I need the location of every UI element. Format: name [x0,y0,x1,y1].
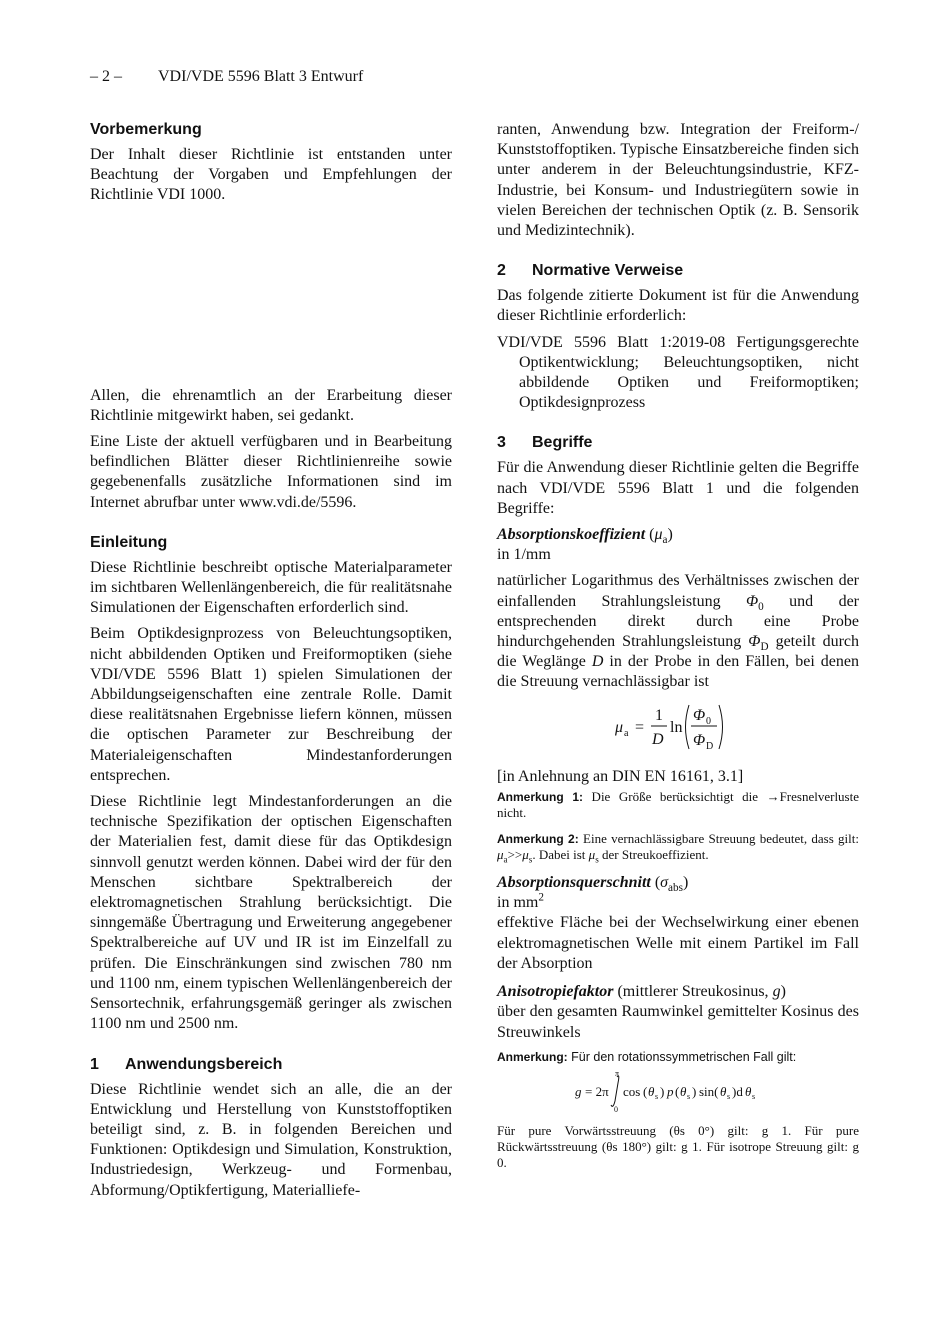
svg-text:sin(: sin( [699,1083,719,1099]
svg-text:θ: θ [720,1083,727,1099]
term-1-unit: in 1/mm [497,546,551,564]
svg-text:p: p [667,1083,674,1099]
formula-anisotropy-graphic [573,1069,783,1113]
svg-text:Φ: Φ [693,731,706,749]
term-3-note: Anmerkung: Für den rotationssymmetrischen Fall gilt: [497,1049,797,1064]
section-2-paragraph-1: Das folgende zitierte Dokument ist für die Anwendung dieser Richtlinie erforderlich: [497,287,859,325]
einleitung-paragraph-1: Diese Richtlinie beschreibt optische Materialparameter im sichtbaren Wellenlängenbereich, die für realitätsnahe Simulationen der Eigenschaften erforderlich sind. [90,558,452,617]
term-1-definition: natürlicher Logarithmus des Verhältnisses zwischen der einfallenden Strahlungsleistung $\Phi_0$ und der entsprechenden direkt durch eine Probe hindurchgehenden Strahlungsleistung $\Phi_D$ geteilt durch die Weglänge D in der Probe in den Fällen, bei denen die Streuung vernachlässigbar ist [497,572,860,691]
heading-section-3 [497,433,859,453]
svg-text:cos: cos [623,1083,641,1099]
vorbemerkung-paragraph-1: Der Inhalt dieser Richtlinie ist entstanden unter Beachtung der Vorgaben und Empfehlungen der Richtlinie VDI 1000. [90,146,452,204]
term-1-name: Absorptionskoeffizient [497,526,646,544]
page-header [90,68,363,86]
svg-text:=: = [635,718,645,736]
term-3-name: Anisotropiefaktor [497,983,614,1001]
svg-text:D: D [706,740,714,752]
formula-anisotropy [497,1069,859,1119]
section-2-title: Normative Verweise [532,262,684,280]
heading-vorbemerkung: Vorbemerkung [90,121,202,138]
svg-text:Φ: Φ [693,706,706,724]
svg-text:0: 0 [706,715,711,727]
page-number: – 2 – [90,68,122,85]
svg-text:): ) [692,1083,697,1099]
term-3-definition: über den gesamten Raumwinkel gemittelter Kosinus des Streuwinkels [497,1003,859,1041]
term-anisotropiefaktor: Anisotropiefaktor (mittlerer Streukosinus, g) über den gesamten Raumwinkel gemittelter Kosinus des Streuwinkels Anmerkung: Für den rotationssymmetrischen Fall gilt: g = 2π π 0 cos ( θ s ) p ( θ s ) sin( θ s )d θ s Für pure Vorwärtsstreuung (θs 0°) gilt: g 1. Für pure Rückwärtsstreuung (θs 180°) gilt: g 1. Für isotrope Streuung gilt: g 0. [497,983,859,1170]
normative-reference-1: VDI/VDE 5596 Blatt 1:2019-08 Fertigungsgerechte Optikentwicklung; Beleuchtungsoptiken, nicht abbildende Optiken und Freiformoptiken; Optikdesignprozess [497,333,859,412]
vorbemerkung-paragraph-2: Allen, die ehrenamtlich an der Erarbeitung dieser Richtlinie mitgewirkt haben, sei gedankt. [90,386,452,424]
svg-text:s: s [727,1091,731,1101]
svg-text:π: π [615,1068,620,1078]
section-3-title: Begriffe [532,434,593,452]
term-2-definition: effektive Fläche bei der Wechselwirkung einer ebenen elektromagnetischen Welle mit einem Partikel im Fall der Absorption [497,914,859,972]
svg-text:ln: ln [670,718,683,736]
svg-text:D: D [652,730,664,748]
vorbemerkung-paragraph-3: Eine Liste der aktuell verfügbaren und in Bearbeitung befindlichen Blätter dieser Richtlinienreihe sowie gegebenenfalls zusätzliche Informationen sind im Internet abrufbar unter www.vdi.de/5596. [90,433,452,511]
einleitung-paragraph-2: Beim Optikdesignprozess von Beleuchtungsoptiken, nicht abbildenden Optiken und Freiformoptiken (siehe VDI/VDE 5596 Blatt 1) spielen Simulationen der Abbildungseigenschaften eine zentrale Rolle. Damit diese realitätsnahen Ergebnisse liefern können, müssen die optischen Parameter zur Beschreibung der Materialeigenschaften Mindestanforderungen entsprechen. [90,625,452,784]
svg-text:θ: θ [745,1083,752,1099]
svg-text:(: ( [643,1083,648,1099]
document-title: VDI/VDE 5596 Blatt 3 Entwurf [158,68,364,85]
section-2-number: 2 [497,262,506,280]
term-2-unit: in $mm^2$ [497,891,544,912]
term-absorptionskoeffizient: Absorptionskoeffizient $(\mu_a)$ in 1/mm natürlicher Logarithmus des Verhältnisses zwischen der einfallenden Strahlungsleistung $\Phi_0$ und der entsprechenden direkt durch eine Probe hindurchgehenden Strahlungsleistung $\Phi_D$ geteilt durch die Weglänge D in der Probe in den Fällen, bei denen die Streuung vernachlässigbar ist μ a = 1 D ln Φ 0 Φ D [in Anlehnung an DIN EN 16161, 3.1] Anmerkung 1: Die Größe berücksichtigt die →Fresnelverluste nicht. Anmerkung 2: Eine vernachlässigbare Streuung bedeutet, dass gilt: $\mu_a>>\mu_s$. Dabei ist $\mu_s$ der Streukoeffizient. [497,526,860,865]
svg-text:= 2π: = 2π [585,1083,609,1099]
term-3-note-2: Für pure Vorwärtsstreuung (θs 0°) gilt: g 1. Für pure Rückwärtsstreuung (θs 180°) gilt: g 1. Für isotrope Streuung gilt: g 0. [497,1122,859,1170]
svg-text:)d: )d [732,1083,743,1099]
svg-text:θ: θ [648,1083,655,1099]
section-3-number: 3 [497,434,506,452]
section-1-paragraph-1: Diese Richtlinie wendet sich an alle, die an der Entwicklung und Herstellung von Kunststoffoptiken beteiligt sind, z. B. in folgenden Bereichen und Funktionen: Optikdesign und Simulation, Konstruktion, Industriedesign, Werkzeug- und Formenbau, Abformung/Optikfertigung, Materialliefe- [90,1080,452,1199]
right-column [497,120,859,1181]
left-column [90,120,452,1207]
svg-text:a: a [624,727,629,739]
einleitung-paragraph-3: Diese Richtlinie legt Mindestanforderungen an die technische Spezifikation der optischen Eigenschaften der Materialien fest, damit diese für das Optikdesign sinnvoll genutzt werden können. Dabei wird der für den Menschen sichtbare Spektralbereich der elektromagnetischen Strahlung berücksichtigt. Die sinngemäße Übertragung und Erweiterung angegebener Spektralbereiche auf UV und IR ist im Einzelfall zu prüfen. Die Einschränkungen sind zwischen 780 nm und 1100 nm, einem typischen Wellenlängenbereich der Sensortechnik, erfahrungsgemäß geringer als zwischen 1100 nm und 2500 nm. [90,793,452,1033]
heading-section-2 [497,261,859,281]
svg-text:s: s [687,1091,691,1101]
svg-text:s: s [752,1091,756,1101]
svg-text:g: g [575,1083,582,1099]
term-1-source: [in Anlehnung an DIN EN 16161, 3.1] [497,767,744,785]
term-1-note-2: Anmerkung 2: Eine vernachlässigbare Streuung bedeutet, dass gilt: $\mu_a>>\mu_s$. Dabei ist $\mu_s$ der Streukoeffizient. [497,831,859,865]
heading-section-1 [90,1055,452,1075]
svg-text:θ: θ [680,1083,687,1099]
svg-text:): ) [660,1083,665,1099]
svg-text:s: s [655,1091,659,1101]
svg-text:1: 1 [655,706,663,724]
section-1-title: Anwendungsbereich [125,1055,283,1073]
section-3-paragraph-1: Für die Anwendung dieser Richtlinie gelten die Begriffe nach VDI/VDE 5596 Blatt 1 und die folgenden Begriffe: [497,459,859,517]
formula-graphic [613,699,743,755]
svg-text:(: ( [675,1083,680,1099]
section-1-number: 1 [90,1055,99,1073]
formula-absorption-coefficient [497,699,859,761]
term-absorptionsquerschnitt: Absorptionsquerschnitt $(\sigma_{abs})$ in $mm^2$ effektive Fläche bei der Wechselwirkung einer ebenen elektromagnetischen Welle mit einem Partikel im Fall der Absorption [497,873,859,974]
section-1-continuation: ranten, Anwendung bzw. Integration der Freiform-/ Kunststoffoptiken. Typische Einsatzbereiche finden sich unter anderem in der Beleuchtungsindustrie, KFZ-Industrie, bei Konsum- und Industriegütern sowie in vielen Bereichen der technischen Optik (z. B. Sensorik und Medizintechnik). [497,121,859,240]
term-1-note-1: Anmerkung 1: Die Größe berücksichtigt die →Fresnelverluste nicht. [497,789,859,821]
heading-einleitung: Einleitung [90,533,168,551]
term-2-name: Absorptionsquerschnitt [497,874,651,892]
blank-space [90,212,452,386]
svg-text:μ: μ [615,718,624,736]
svg-text:0: 0 [614,1104,618,1113]
